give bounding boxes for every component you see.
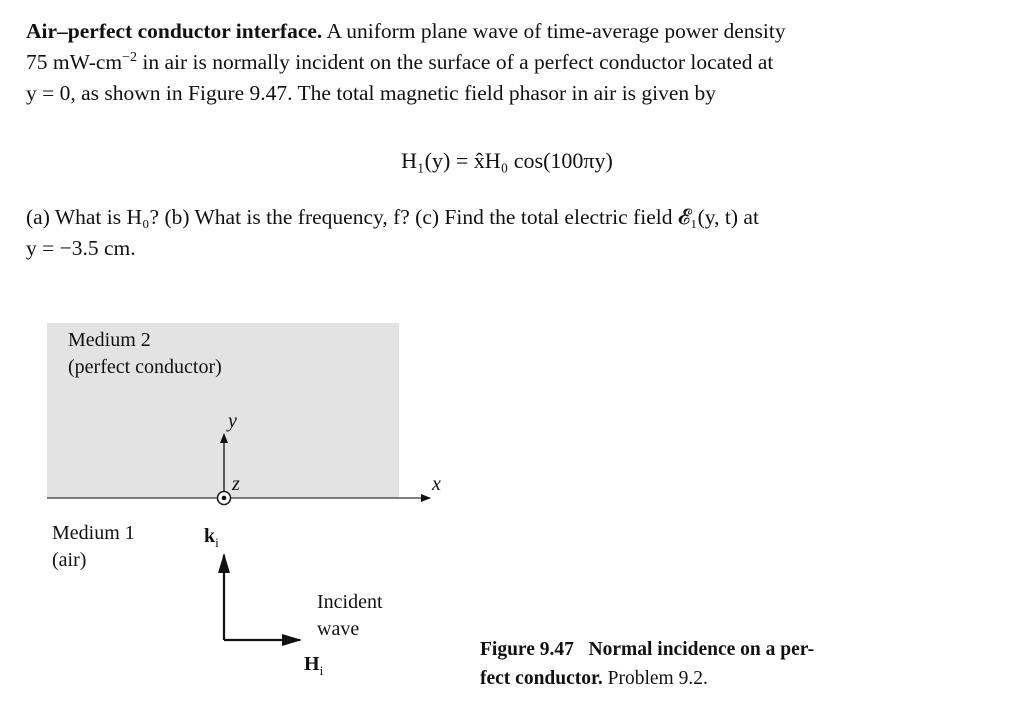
power-density-exponent: −2 — [122, 49, 138, 65]
caption-problem-ref: Problem 9.2. — [607, 668, 708, 689]
caption-line-2 — [480, 664, 814, 693]
problem-title: Air–perfect conductor interface. — [26, 19, 323, 43]
h-subscript: i — [319, 663, 324, 678]
medium2-label — [68, 327, 222, 381]
problem-line1-text: A uniform plane wave of time-average power density — [326, 19, 786, 43]
k-symbol: k — [204, 525, 216, 547]
medium1-label — [52, 520, 135, 574]
figure-caption — [480, 635, 814, 693]
h-vector-label — [304, 651, 323, 678]
caption-title-part2: fect conductor. — [480, 668, 603, 689]
medium2-description: (perfect conductor) — [68, 356, 222, 378]
k-subscript: i — [215, 535, 219, 550]
wave-word: wave — [317, 618, 360, 640]
problem-line-3: y = 0, as shown in Figure 9.47. The total magnetic field phasor in air is given by — [26, 81, 717, 105]
medium1-name: Medium 1 — [52, 522, 135, 544]
questions-line-1: (a) What is H₀? (b) What is the frequency, f? (c) Find the total electric field 𝓔₁(y, t) at — [26, 205, 759, 229]
h-symbol: H — [304, 653, 320, 675]
power-density-value: 75 mW-cm — [26, 50, 123, 74]
caption-title-part1: Normal incidence on a per- — [588, 639, 815, 660]
magnetic-field-equation: H₁(y) = x̂H₀ cos(100πy) — [401, 148, 613, 173]
medium2-name: Medium 2 — [68, 329, 151, 351]
caption-line-1 — [480, 635, 814, 664]
z-axis-label: z — [232, 473, 240, 495]
z-axis-dot — [222, 496, 227, 501]
problem-line2-text: in air is normally incident on the surface of a perfect conductor located at — [142, 50, 774, 74]
caption-figure-number: Figure 9.47 — [480, 639, 574, 660]
incident-wave-label — [317, 589, 383, 643]
k-vector-label — [204, 523, 219, 550]
y-axis-label: y — [228, 410, 237, 432]
medium1-description: (air) — [52, 549, 87, 571]
incident-word: Incident — [317, 591, 383, 613]
x-axis-label: x — [432, 473, 441, 495]
questions-line-2: y = −3.5 cm. — [26, 236, 136, 260]
